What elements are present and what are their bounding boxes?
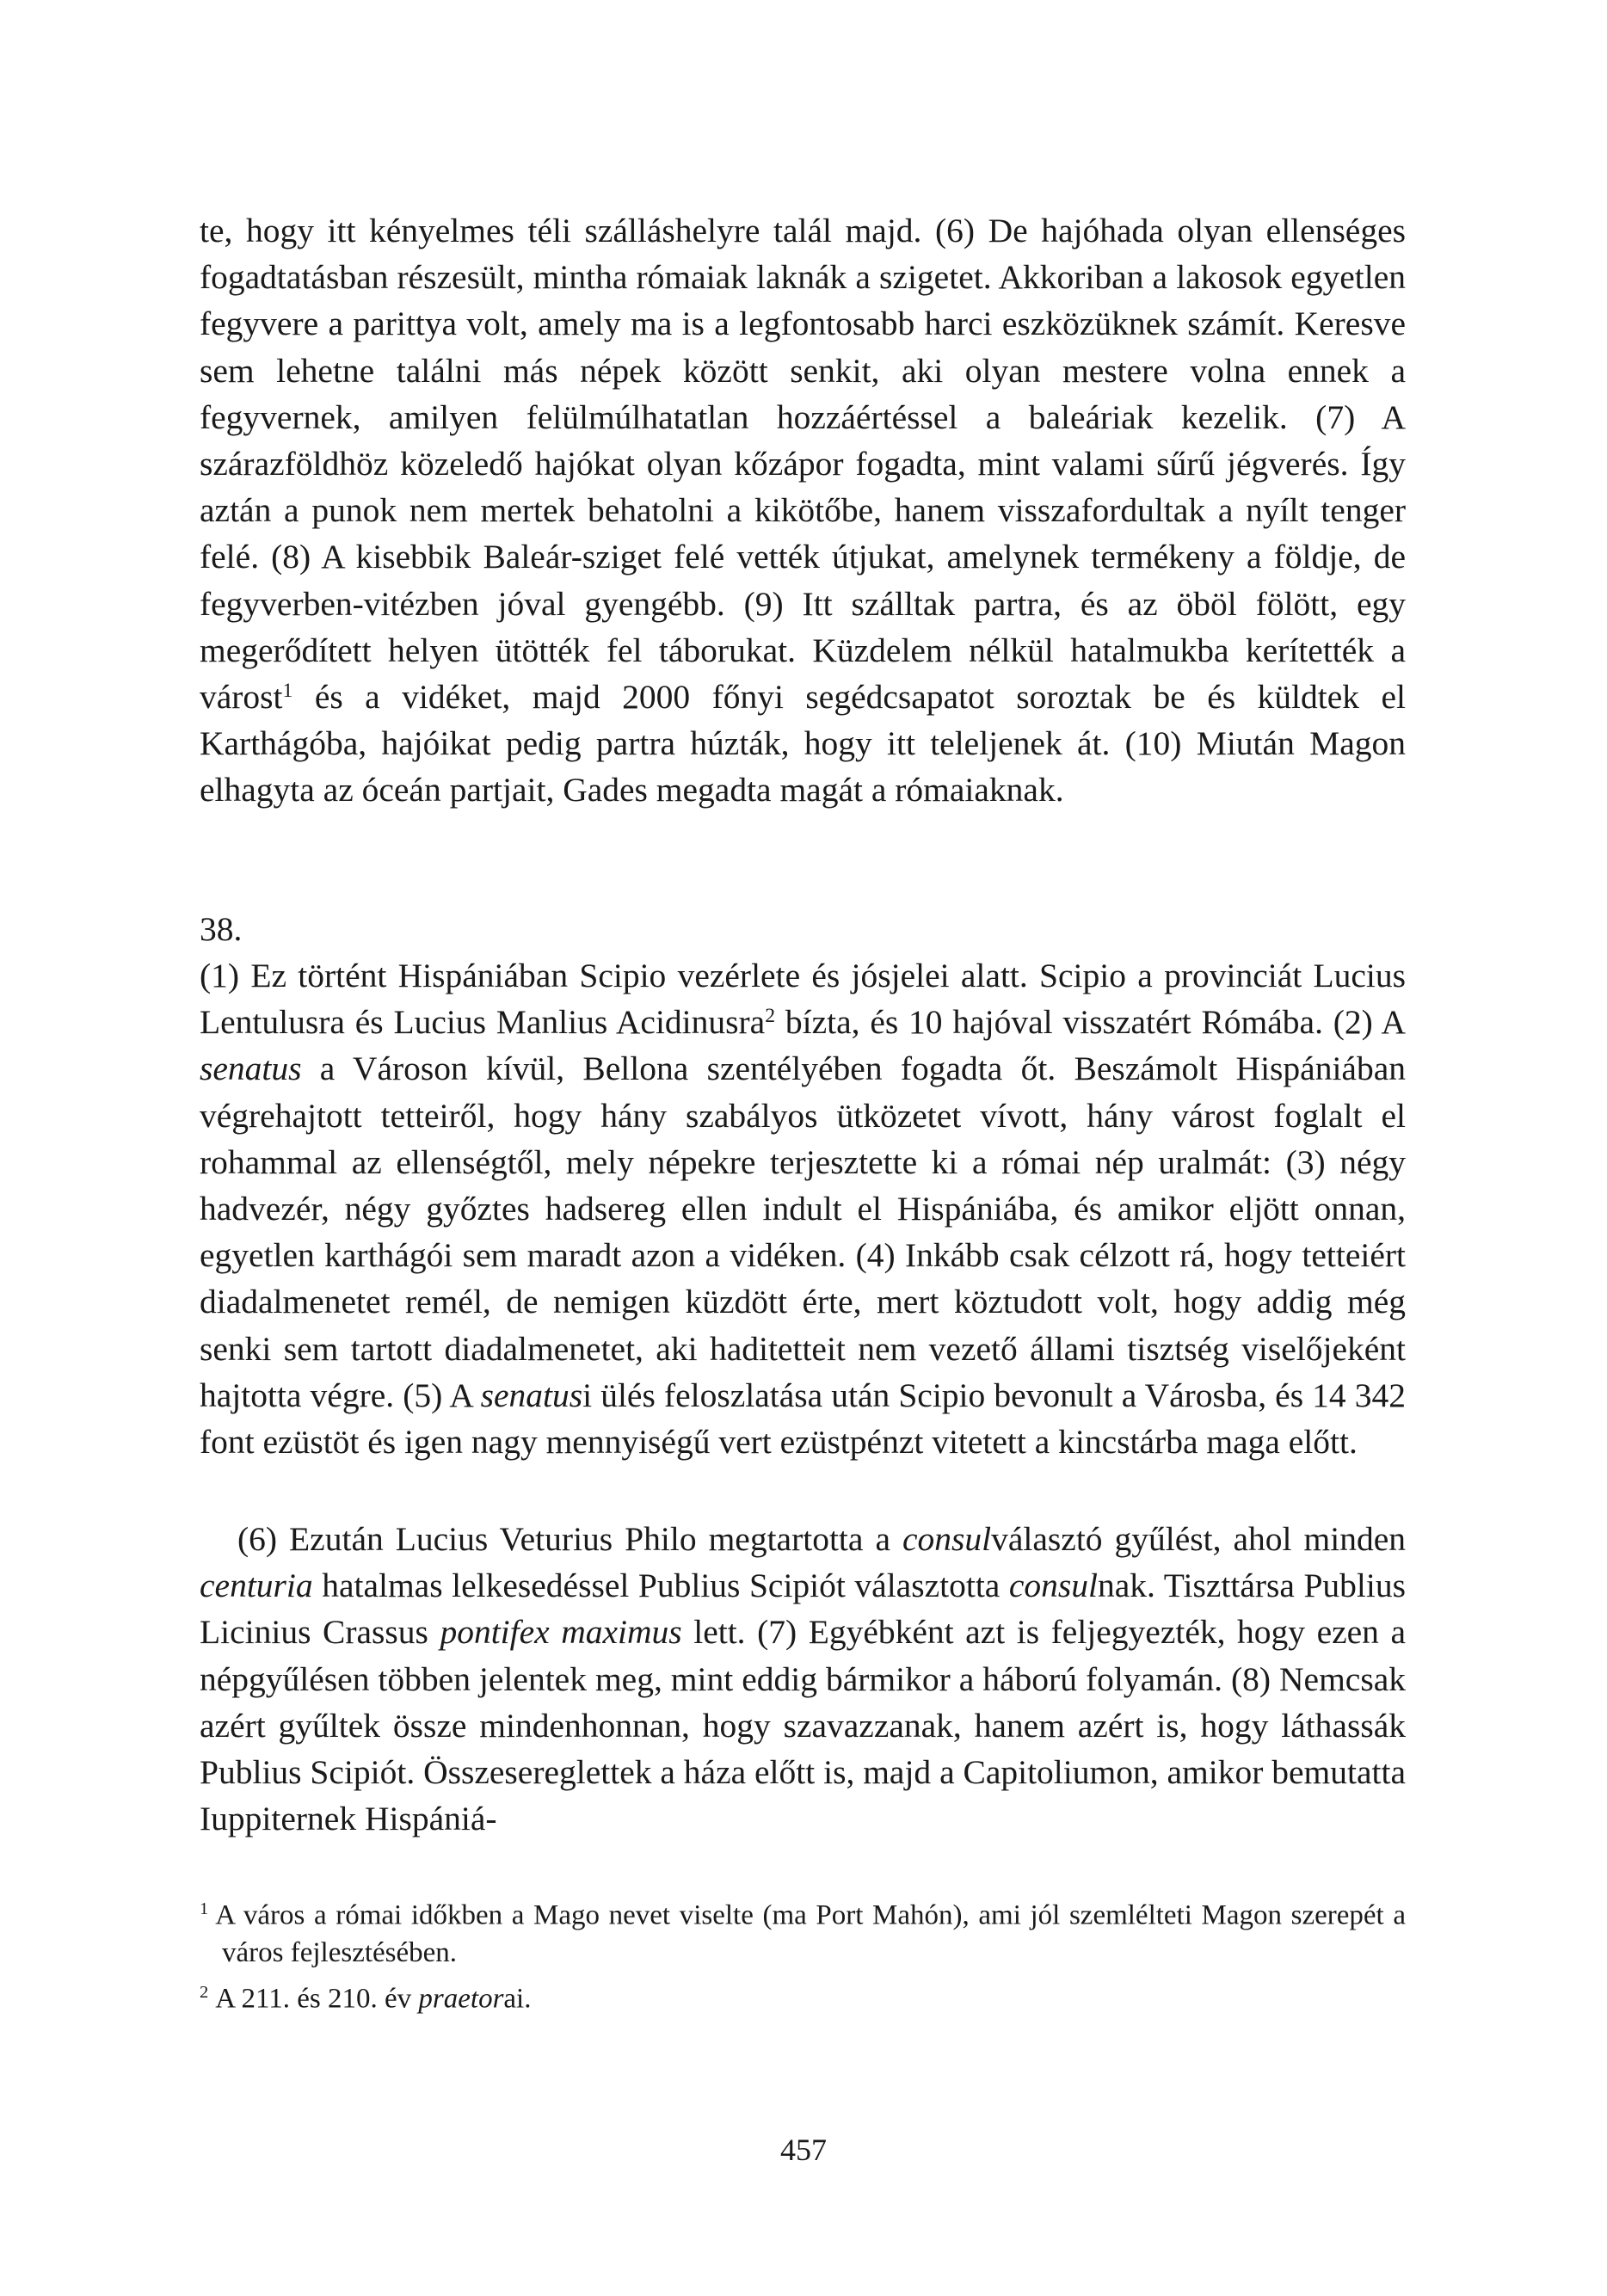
text-run: nak. Tiszttársa Publius Licinius Crassus bbox=[200, 1567, 1406, 1652]
body-paragraph bbox=[200, 952, 1406, 1465]
text-run: hatalmas lelkesedéssel Publius Scipiót választotta bbox=[312, 1567, 1009, 1605]
section-number: 38. bbox=[200, 910, 243, 948]
body-paragraph bbox=[200, 207, 1406, 814]
footnote bbox=[200, 1973, 1406, 2017]
italic-term: centuria bbox=[200, 1567, 313, 1605]
text-run: i ülés feloszlatása után Scipio bevonult a Városba, és 14 342 font ezüstöt és igen nagy mennyiségű vert ezüstpénzt vitetett a kincstárba maga előtt. bbox=[200, 1376, 1407, 1462]
footnotes bbox=[200, 1890, 1406, 2020]
italic-term: consul bbox=[902, 1520, 992, 1558]
footnote-mark: 1 bbox=[200, 1899, 209, 1918]
body-paragraph bbox=[200, 1516, 1406, 1842]
footnote-mark: 2 bbox=[200, 1983, 209, 2003]
italic-term: consul bbox=[1008, 1567, 1099, 1605]
text-run: te, hogy itt kényelmes téli szálláshelyre talál majd. (6) De hajóhada olyan ellenséges fogadtatásban részesült, mintha rómaiak laknák a szigetet. Akkoriban a lakosok egyetlen fegyvere a parittya volt, amely ma is a legfontosabb harci eszközüknek számít. Keresve sem lehetne találni más népek között senkit, aki olyan mestere volna ennek a fegyvernek, amilyen felülmúlhatatlan hozzáértéssel a baleáriak kezelik. (7) A szárazföldhöz közeledő hajókat olyan kőzápor fogadta, mint valami sűrű jégverés. Így aztán a punok nem mertek behatolni a kikötőbe, hanem visszafordultak a nyílt tenger felé. (8) A kisebbik Baleár-sziget felé vették útjukat, amelynek termékeny a földje, de fegyverben-vitézben jóval gyengébb. (9) Itt szálltak partra, és az öböl fölött, egy megerődített helyen ütötték fel táborukat. Küzdelem nélkül hatalmukba kerítették a várost bbox=[200, 212, 1406, 717]
page-number: 457 bbox=[780, 2133, 827, 2167]
italic-term: pontifex maximus bbox=[440, 1613, 682, 1652]
italic-term: praetor bbox=[418, 1983, 504, 2015]
footnote bbox=[200, 1890, 1406, 1972]
footnote-reference[interactable]: 1 bbox=[282, 680, 293, 702]
text-run: választó gyűlést, ahol minden bbox=[991, 1520, 1406, 1558]
text-run: bízta, és 10 hajóval visszatért Rómába. (2) A bbox=[775, 1003, 1406, 1042]
italic-term: senatus bbox=[480, 1376, 583, 1414]
text-run: a Városon kívül, Bellona szentélyében fogadta őt. Beszámolt Hispániában végrehajtott tetteiről, hogy hány szabályos ütközetet vívott, hány várost foglalt el rohammal az ellenségtől, mely népekre terjesztette ki a római nép uralmát: (3) négy hadvezér, négy győztes hadsereg ellen indult el Hispániába, és amikor eljött onnan, egyetlen karthágói sem maradt azon a vidéken. (4) Inkább csak célzott rá, hogy tetteiért diadalmenetet remél, de nemigen küzdött érte, mert köztudott volt, hogy addig még senki sem tartott diadalmenetet, aki haditetteit nem vezető állami tisztség viselőjeként hajtotta végre. (5) A bbox=[200, 1050, 1406, 1414]
italic-term: senatus bbox=[200, 1050, 302, 1088]
footnote-text: ai. bbox=[503, 1983, 532, 2015]
footnote-text: A város a római időkben a Mago nevet viselte (ma Port Mahón), ami jól szemlélteti Magon szerepét a város fejlesztésében. bbox=[215, 1899, 1406, 1969]
text-run: és a vidéket, majd 2000 főnyi segédcsapatot soroztak be és küldtek el Karthágóba, hajóikat pedig partra húzták, hogy itt teleljenek át. (10) Miután Magon elhagyta az óceán partjait, Gades megadta magát a rómaiaknak. bbox=[200, 678, 1406, 809]
footnote-text: A 211. és 210. év bbox=[215, 1983, 419, 2015]
text-run: lett. (7) Egyébként azt is feljegyezték, hogy ezen a népgyűlésen többen jelentek meg, mint eddig bármikor a háború folyamán. (8) Nemcsak azért gyűltek össze mindenhonnan, hogy szavazzanak, hanem azért is, hogy láthassák Publius Scipiót. Összesereglettek a háza előtt is, majd a Capitoliumon, amikor bemutatta Iuppiternek Hispániá- bbox=[200, 1613, 1406, 1838]
text-run: (6) Ezután Lucius Veturius Philo megtartotta a bbox=[237, 1520, 902, 1558]
footnote-reference[interactable]: 2 bbox=[765, 1005, 776, 1028]
text-run: (1) Ez történt Hispániában Scipio vezérlete és jósjelei alatt. Scipio a provinciát Lucius Lentulusra és Lucius Manlius Acidinusra bbox=[200, 957, 1406, 1042]
